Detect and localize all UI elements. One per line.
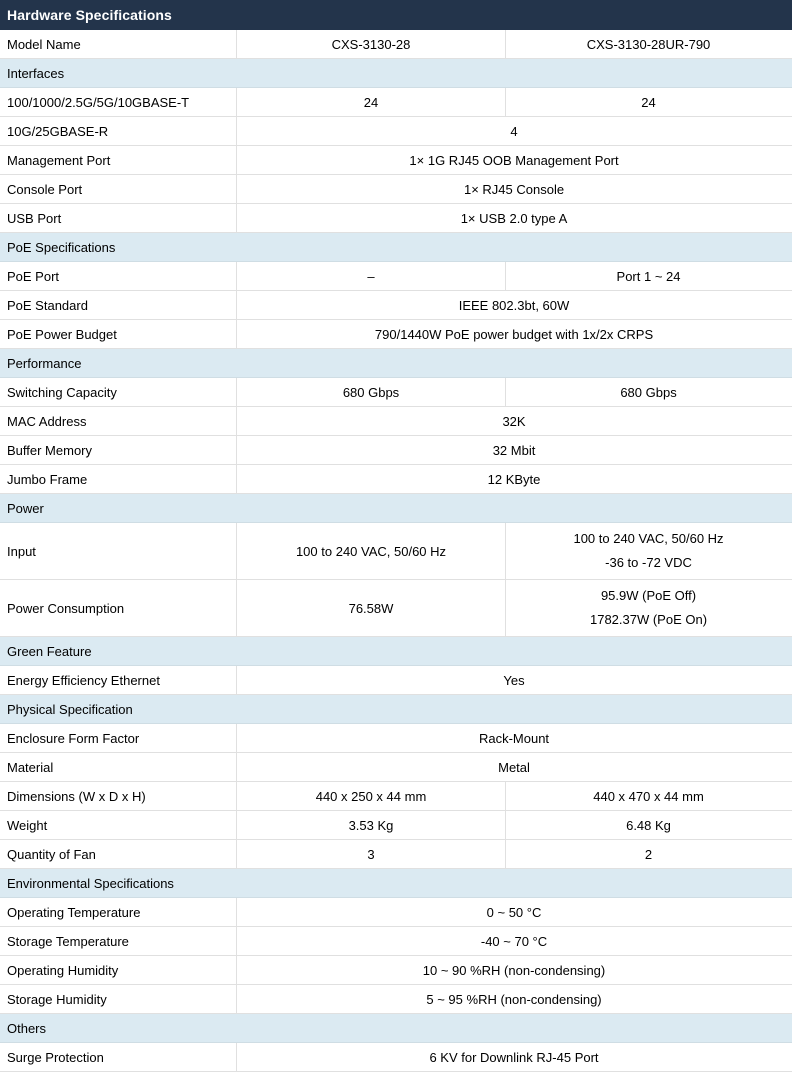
section-header-label: Performance	[1, 349, 792, 378]
table-row	[1, 88, 792, 117]
spec-value-model-b: 24	[506, 88, 792, 117]
spec-value-model-b: 680 Gbps	[506, 378, 792, 407]
spec-label: PoE Power Budget	[1, 320, 237, 349]
spec-value-shared: 5 ~ 95 %RH (non-condensing)	[237, 985, 792, 1014]
spec-label: 10G/25GBASE-R	[1, 117, 237, 146]
spec-value-model-a: 440 x 250 x 44 mm	[237, 782, 506, 811]
table-row	[1, 811, 792, 840]
spec-value-shared: 1× USB 2.0 type A	[237, 204, 792, 233]
spec-value-shared: 6 KV for Downlink RJ-45 Port	[237, 1043, 792, 1072]
spec-value-shared: 10 ~ 90 %RH (non-condensing)	[237, 956, 792, 985]
spec-value-shared: IEEE 802.3bt, 60W	[237, 291, 792, 320]
spec-label: PoE Port	[1, 262, 237, 291]
spec-label: Quantity of Fan	[1, 840, 237, 869]
spec-value-model-b	[506, 523, 792, 580]
section-header-row	[1, 637, 792, 666]
spec-label: Management Port	[1, 146, 237, 175]
table-row	[1, 782, 792, 811]
table-row	[1, 291, 792, 320]
table-row	[1, 146, 792, 175]
spec-label: Storage Humidity	[1, 985, 237, 1014]
spec-value-model-b: CXS-3130-28UR-790	[506, 30, 792, 59]
section-header-label: Power	[1, 494, 792, 523]
spec-label: Weight	[1, 811, 237, 840]
spec-value-shared: 32K	[237, 407, 792, 436]
table-row	[1, 898, 792, 927]
section-header-label: Interfaces	[1, 59, 792, 88]
spec-label: Operating Humidity	[1, 956, 237, 985]
spec-value-shared: Metal	[237, 753, 792, 782]
spec-value-model-a: 100 to 240 VAC, 50/60 Hz	[237, 523, 506, 580]
table-row	[1, 204, 792, 233]
table-row	[1, 1043, 792, 1072]
table-row	[1, 985, 792, 1014]
spec-value-model-b: 440 x 470 x 44 mm	[506, 782, 792, 811]
spec-label: Surge Protection	[1, 1043, 237, 1072]
spec-value-line: 100 to 240 VAC, 50/60 Hz	[573, 530, 724, 546]
spec-label: Switching Capacity	[1, 378, 237, 407]
section-header-label: Others	[1, 1014, 792, 1043]
spec-value-line: -36 to -72 VDC	[605, 555, 692, 570]
spec-label: MAC Address	[1, 407, 237, 436]
spec-value-model-a: 76.58W	[237, 580, 506, 637]
spec-value-shared: Yes	[237, 666, 792, 695]
spec-value-model-b: Port 1 ~ 24	[506, 262, 792, 291]
section-header-label: PoE Specifications	[1, 233, 792, 262]
table-row	[1, 320, 792, 349]
spec-label: Operating Temperature	[1, 898, 237, 927]
spec-value-shared: Rack-Mount	[237, 724, 792, 753]
spec-label: Model Name	[1, 30, 237, 59]
spec-label: Storage Temperature	[1, 927, 237, 956]
table-title-row	[1, 1, 792, 30]
table-row	[1, 117, 792, 146]
spec-value-model-a: CXS-3130-28	[237, 30, 506, 59]
table-row	[1, 580, 792, 637]
spec-value-shared: 4	[237, 117, 792, 146]
section-header-label: Environmental Specifications	[1, 869, 792, 898]
section-header-row	[1, 233, 792, 262]
table-row	[1, 262, 792, 291]
section-header-row	[1, 869, 792, 898]
spec-label: Enclosure Form Factor	[1, 724, 237, 753]
spec-label: 100/1000/2.5G/5G/10GBASE-T	[1, 88, 237, 117]
spec-value-model-a: –	[237, 262, 506, 291]
spec-label: PoE Standard	[1, 291, 237, 320]
spec-label: Power Consumption	[1, 580, 237, 637]
table-row	[1, 378, 792, 407]
table-row	[1, 724, 792, 753]
spec-value-model-b: 6.48 Kg	[506, 811, 792, 840]
spec-value-shared: 1× RJ45 Console	[237, 175, 792, 204]
section-header-row	[1, 59, 792, 88]
table-row	[1, 436, 792, 465]
table-row	[1, 927, 792, 956]
section-header-label: Physical Specification	[1, 695, 792, 724]
spec-value-model-a: 680 Gbps	[237, 378, 506, 407]
spec-value-shared: 32 Mbit	[237, 436, 792, 465]
table-row	[1, 175, 792, 204]
spec-value-model-b	[506, 580, 792, 637]
spec-value-line: 1782.37W (PoE On)	[589, 612, 708, 627]
section-header-row	[1, 494, 792, 523]
table-row	[1, 523, 792, 580]
spec-label: USB Port	[1, 204, 237, 233]
spec-value-shared: 1× 1G RJ45 OOB Management Port	[237, 146, 792, 175]
section-header-row	[1, 1014, 792, 1043]
section-header-row	[1, 349, 792, 378]
spec-value-shared: 790/1440W PoE power budget with 1x/2x CRPS	[237, 320, 792, 349]
spec-label: Input	[1, 523, 237, 580]
spec-value-line: 95.9W (PoE Off)	[600, 587, 697, 603]
table-row	[1, 666, 792, 695]
table-row	[1, 465, 792, 494]
spec-table-body	[1, 1, 792, 1072]
spec-label: Dimensions (W x D x H)	[1, 782, 237, 811]
spec-value-shared: 12 KByte	[237, 465, 792, 494]
table-row	[1, 753, 792, 782]
table-row	[1, 407, 792, 436]
spec-value-model-a: 24	[237, 88, 506, 117]
spec-label: Jumbo Frame	[1, 465, 237, 494]
spec-value-model-b: 2	[506, 840, 792, 869]
spec-label: Console Port	[1, 175, 237, 204]
spec-value-model-a: 3.53 Kg	[237, 811, 506, 840]
spec-label: Energy Efficiency Ethernet	[1, 666, 237, 695]
table-row	[1, 956, 792, 985]
spec-value-shared: 0 ~ 50 °C	[237, 898, 792, 927]
table-title: Hardware Specifications	[1, 1, 792, 30]
section-header-label: Green Feature	[1, 637, 792, 666]
spec-value-model-a: 3	[237, 840, 506, 869]
section-header-row	[1, 695, 792, 724]
spec-value-shared: -40 ~ 70 °C	[237, 927, 792, 956]
spec-label: Buffer Memory	[1, 436, 237, 465]
table-row	[1, 30, 792, 59]
spec-label: Material	[1, 753, 237, 782]
table-row	[1, 840, 792, 869]
